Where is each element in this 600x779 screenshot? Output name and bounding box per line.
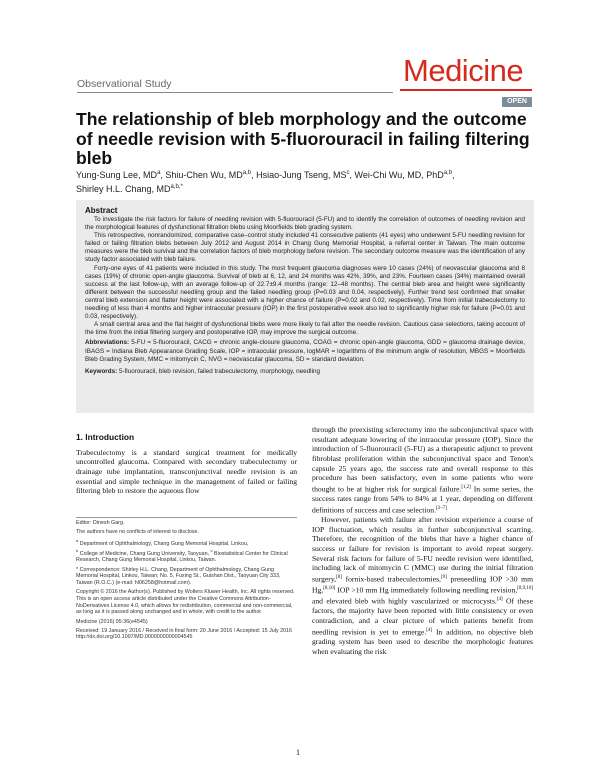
open-access-badge: OPEN xyxy=(502,97,532,107)
author-affiliation-mark: a xyxy=(157,170,161,176)
citation-ref[interactable]: [8,9,10] xyxy=(517,586,533,592)
abstract-paragraph: Forty-one eyes of 41 patients were included in this study. The most frequent glaucoma diagnoses were 10 cases (24%) of neovascular glaucoma and 8 cases (19%) of chronic open-angle glaucoma. Survival of bleb at 6, 12, and 24 months was 42%, 39%, and 23%. Fourteen cases (34%) maintained overall success at the last follow-up, with an average follow-up of 22.7±9.4 months (range: 12–48 months). The central bleb area and height were significantly different between the successful needling group and the failed needling group (P=0.03 and 0.04, respectively). Further trend test confirmed that smaller central bleb extension and flatter height were associated with a higher chance of failure (P=0.02 and 0.02, respectively). Time from initial trabeculectomy to needling of less than 4 months and higher intraocular pressure (IOP) in the first postoperative week also led to significantly higher risk for failure (P=0.01 and 0.03, respectively). xyxy=(85,264,525,321)
footnote-divider xyxy=(76,517,297,518)
affiliation-text: Biostatistical Center for Clinical Research, Chang Gung Memorial Hospital, Linkou, Taiwan. xyxy=(76,550,288,564)
body-paragraph xyxy=(312,515,533,656)
author-affiliation-mark: a,b,* xyxy=(170,183,183,190)
abbreviations xyxy=(85,339,525,363)
keywords-label: Keywords: xyxy=(85,367,118,375)
text-run: preneedling IOP >30 mm Hg, xyxy=(312,574,533,595)
author: , Shiu-Chen Wu, MD xyxy=(160,170,243,180)
text-run: Of these factors, the majority have been reported with little consistency or even contradiction, and a clear picture of which patients benefit from needling revision is yet to emerge. xyxy=(312,596,533,637)
citation-ref[interactable]: [8,10] xyxy=(323,586,336,592)
copyright-text: Copyright © 2016 the Author(s). Published by Wolters Kluwer Health, Inc. All rights reserved. xyxy=(76,589,295,596)
author: , Hsiao-Jung Tseng, MS xyxy=(251,170,347,180)
author-affiliation-mark: c xyxy=(346,170,350,176)
text-run: through the preexisting sclerectomy into the subconjunctival space with resultant adequate lowering of the intraocular pressure (IOP). Since the introduction of 5-fluorouracil (5-FU) as a therapeutic adjunct to prevent fibroblast proliferation within the subconjunctival space and Tenon's capsule 25 years ago, the success rate and overall response to this procedure has been satisfactory, even in some patients who were thought to be at higher risk for surgical failure. xyxy=(312,425,533,494)
text-run: and elevated bleb with highly vascularized or microcysts. xyxy=(312,596,497,606)
article-title: The relationship of bleb morphology and the outcome of needle revision with 5-fluorouracil in failing filtering bleb xyxy=(76,109,530,168)
left-column xyxy=(76,425,297,496)
section-label: Observational Study xyxy=(77,78,172,90)
keywords xyxy=(85,368,525,376)
abstract-paragraph: To investigate the risk factors for failure of needling revision with 5-fluorouracil (5-FU) and to identify the correlation of outcomes of needling revision and the morphological features of dysfunctional filtration blebs using Moorfields bleb grading system. xyxy=(85,216,525,232)
author: , Wei-Chi Wu, MD, PhD xyxy=(349,170,444,180)
footnote-editor: Editor: Dinesh Garg. xyxy=(76,520,125,526)
abstract-paragraph: A small central area and the flat height of dysfunctional blebs were more likely to fail after the needle revision. Cautious case selections, taking account of the time from the initial filtering surgery and postoperative IOP, may improve the surgical outcome. xyxy=(85,321,525,337)
affiliation-text: Department of Ophthalmology, Chang Gung Memorial Hospital, Linkou, xyxy=(78,541,249,548)
abbreviations-text: 5-FU = 5-fluorouracil, CACG = chronic angle-closure glaucoma, COAG = chronic open-angle glaucoma, GDD = glaucoma drainage device, IBAGS = Indiana Bleb Appearance Grading Scale, IOP = intraocular pressure, logMAR = logarithms of the minimum angle of resolution, MBGS = Moorfields Bleb Grading System, MMC = mitomycin C, NVG = neovascular glaucoma, SD = standard deviation. xyxy=(85,339,525,363)
license-text: This is an open access article distributed under the Creative Commons Attribution-NoDerivatives License 4.0, which allows for redistribution, commercial and non-commercial, as long as it is passed along unchanged and in whole, with credit to the author. xyxy=(76,595,293,616)
abstract-heading: Abstract xyxy=(85,206,118,215)
page-number: 1 xyxy=(296,748,300,757)
author: Yung-Sung Lee, MD xyxy=(76,170,158,180)
author-affiliation-mark: a,b xyxy=(242,170,252,176)
author: Shirley H.L. Chang, MD xyxy=(76,183,171,194)
author-affiliation-mark: a,b xyxy=(443,170,453,176)
affiliation-mark: c xyxy=(210,547,213,553)
footnote-conflict: The authors have no conflicts of interest to disclose. xyxy=(76,529,199,536)
journal-logo: Medicine xyxy=(403,53,524,88)
affiliation-mark: b xyxy=(76,547,79,553)
author-list xyxy=(76,168,536,195)
author-separator: , xyxy=(452,170,455,180)
text-run: In some series, the success rates range from 54% to 84% at 1 year, depending on different definitions of success and case selection. xyxy=(312,484,533,515)
text-run: fornix-based trabeculectomies, xyxy=(341,574,441,584)
footnote-correspondence: * Correspondence: Shirley H.L. Chang, Department of Ophthalmology, Chang Gung Memorial Hospital, Linkou, Taiwan; No. 5, Fuxing St., Guishan Dist., Taoyuan City 333, Taiwan (R.O.C.) (e-mail: hl06258@hotmail.com). xyxy=(76,566,281,586)
abbreviations-label: Abbreviations: xyxy=(85,339,130,347)
footnote-citation: Medicine (2016) 95:36(e4545) xyxy=(76,618,148,625)
section-heading-introduction: 1. Introduction xyxy=(76,432,135,442)
footnotes xyxy=(76,520,297,644)
text-run: IOP >10 mm Hg immediately following needling revision, xyxy=(335,585,518,595)
abstract-paragraph: This retrospective, nonrandomized, comparative case–control study included 41 consecutive patients (41 eyes) who underwent 5-FU needling revision for failed or failing filtration blebs between July 2012 and August 2014 in Chang Gung Memorial Hospital, a referral center in Taiwan. The main outcome measures were the bleb survival and the correlation factors of bleb morphology before revision. The secondary outcome measure was the identification of any study factor associated with bleb failure. xyxy=(85,232,525,264)
body-paragraph: Trabeculectomy is a standard surgical treatment for medically uncontrolled glaucoma. Compared with secondary trabeculectomy or drainage tube implantation, transconjunctival needle revision is an essential and simple technique in the management of failed or failing filtering bleb to restore the aqueous flow xyxy=(76,447,297,496)
footnote-copyright xyxy=(76,589,297,616)
footnote-affiliations xyxy=(76,538,297,564)
keywords-text: 5-fluorouracil, bleb revision, failed trabeculectomy, morphology, needling xyxy=(117,367,320,375)
citation-ref[interactable]: [4] xyxy=(426,627,433,633)
footnote-received xyxy=(76,628,297,641)
abstract-box xyxy=(76,200,534,413)
citation-ref[interactable]: [9] xyxy=(440,574,447,580)
section-divider xyxy=(77,92,393,93)
affiliation-mark: a xyxy=(76,538,79,544)
affiliation-text: College of Medicine, Chang Gung University, Taoyuan, xyxy=(78,550,210,557)
citation-ref[interactable]: [8] xyxy=(336,574,342,580)
received-text: Received: 19 January 2016 / Received in final form: 20 June 2016 / Accepted: 15 July 2016 xyxy=(76,627,292,634)
right-column xyxy=(312,425,533,656)
citation-ref[interactable]: [3–7] xyxy=(436,505,447,511)
text-run: In addition, no objective bleb grading system has been used to describe the morphologic features when evaluating the risk xyxy=(312,627,533,656)
citation-ref[interactable]: [1,2] xyxy=(461,484,471,490)
logo-underline xyxy=(400,89,532,91)
body-paragraph xyxy=(312,425,533,515)
text-run: However, patients with failure after revision experience a course of IOP fluctuation, which results in further subconjunctival scarring. Therefore, the recognition of the blebs that have a higher chance of success or failure for revision is important to avoid repeat surgery. Several risk factors for failure of 5-FU needle revision were identified, including lack of mitomycin C (MMC) use during the initial filtration surgery, xyxy=(312,514,533,584)
doi-link[interactable]: http://dx.doi.org/10.1097/MD.0000000000004545 xyxy=(76,634,193,641)
citation-ref[interactable]: [4] xyxy=(496,597,503,603)
